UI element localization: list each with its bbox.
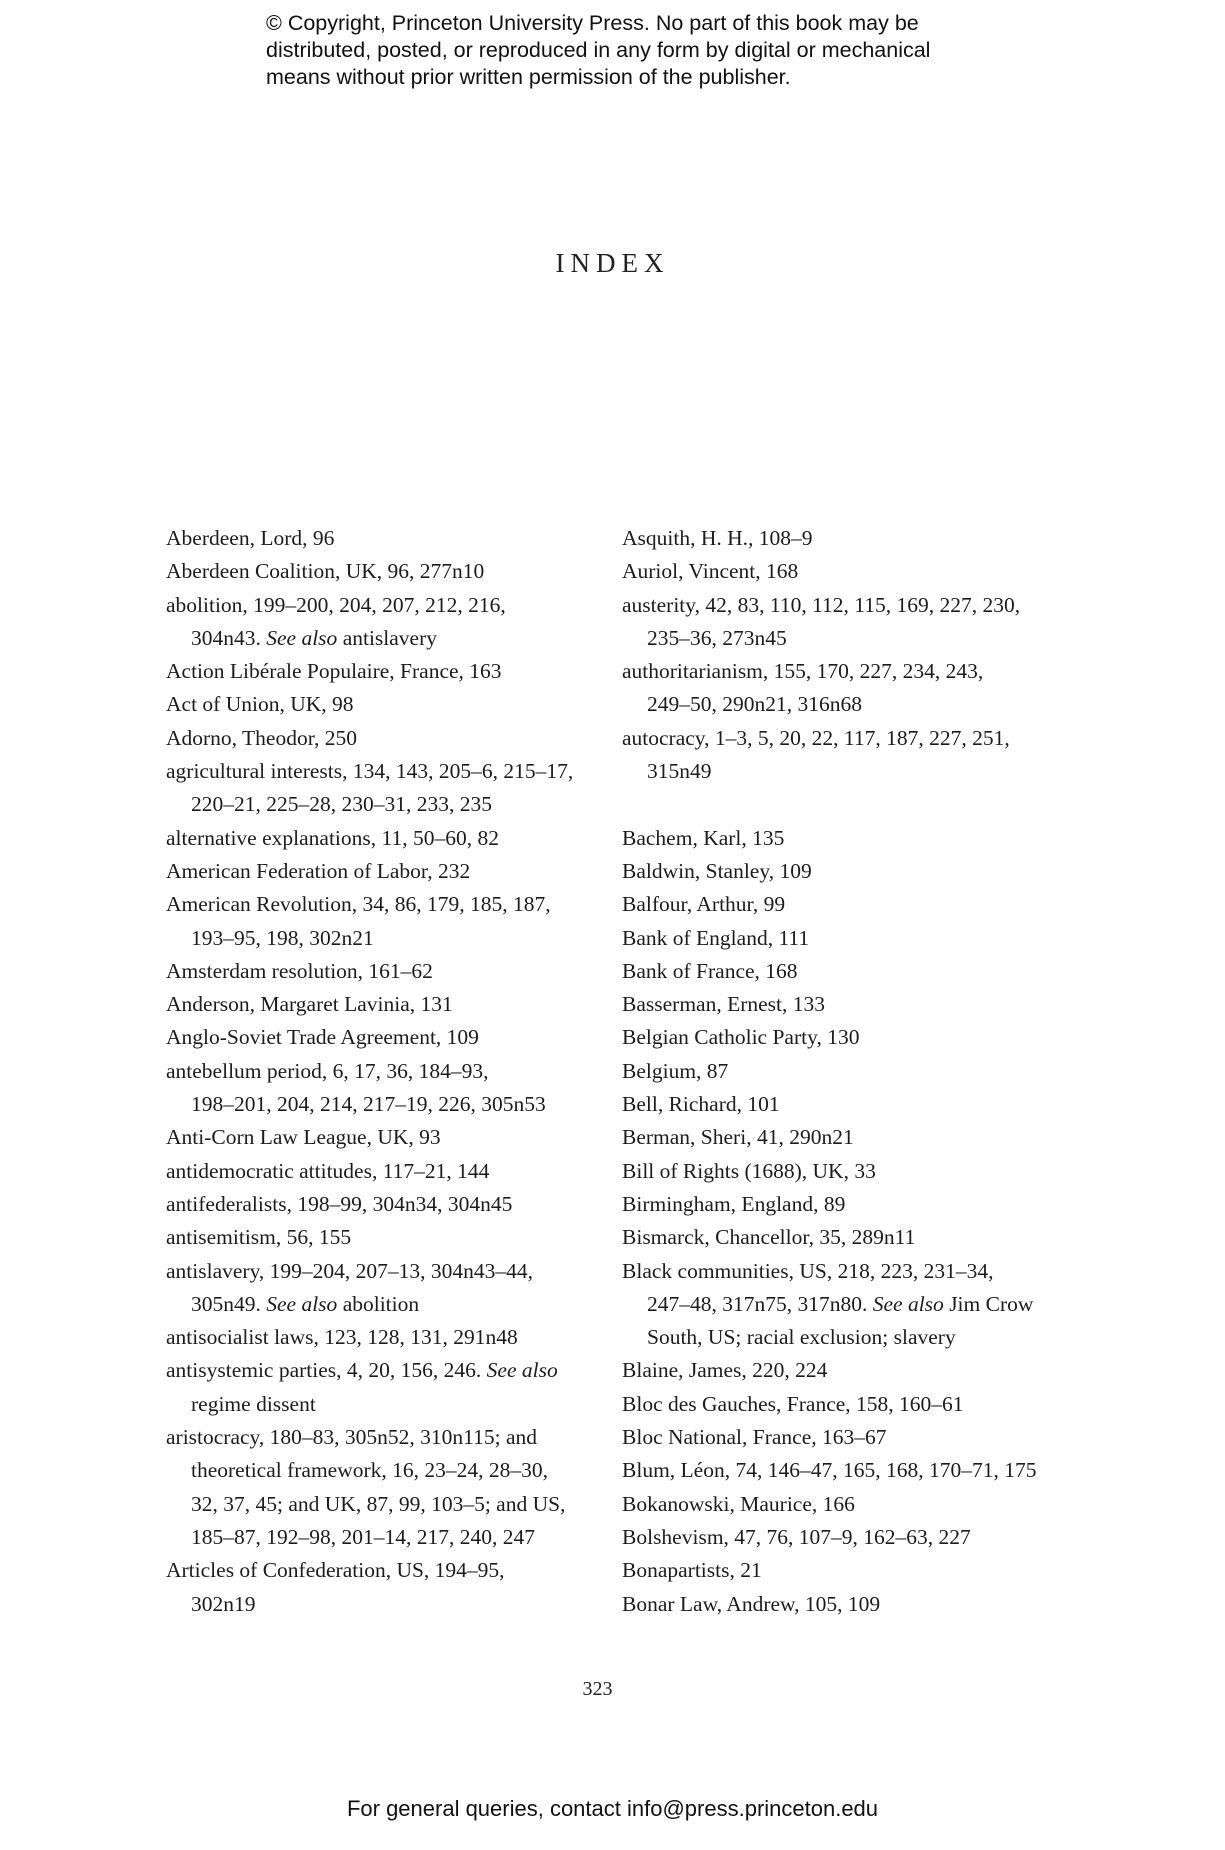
index-entry: antisemitism, 56, 155 — [166, 1225, 352, 1250]
index-entry: Asquith, H. H., 108–9 — [622, 526, 813, 550]
index-entry: Anglo-Soviet Trade Agreement, 109 — [166, 1025, 479, 1050]
page-title: INDEX — [555, 248, 670, 278]
index-entry: antifederalists, 198–99, 304n34, 304n45 — [166, 1191, 513, 1216]
index-entry: Bolshevism, 47, 76, 107–9, 162–63, 227 — [622, 1524, 971, 1549]
copyright-line-2: distributed, posted, or reproduced in any form by digital or mechanical — [266, 38, 931, 62]
index-entry: autocracy, 1–3, 5, 20, 22, 117, 187, 227, 251, 315n49 — [622, 725, 1010, 784]
index-entry: Bloc National, France, 163–67 — [622, 1425, 887, 1450]
index-entry: Bill of Rights (1688), UK, 33 — [622, 1158, 876, 1183]
copyright-line-1: © Copyright, Princeton University Press. No part of this book may be — [266, 11, 919, 35]
index-entry: Black communities, US, 218, 223, 231–34, 247–48, 317n75, 317n80. See also Jim Crow South, US; racial exclusion; slavery — [622, 1258, 1034, 1350]
index-entry: antebellum period, 6, 17, 36, 184–93, 198–201, 204, 214, 217–19, 226, 305n53 — [166, 1058, 546, 1117]
index-entry: aristocracy, 180–83, 305n52, 310n115; and theoretical framework, 16, 23–24, 28–30, 32, 37, 45; and UK, 87, 99, 103–5; and US, 185–87, 192–98, 201–14, 217, 240, 247 — [166, 1425, 566, 1549]
index-entry: Anderson, Margaret Lavinia, 131 — [166, 992, 453, 1017]
index-entry: authoritarianism, 155, 170, 227, 234, 243, 249–50, 290n21, 316n68 — [622, 659, 984, 717]
index-entry: Bachem, Karl, 135 — [622, 825, 785, 850]
index-entry: Action Libérale Populaire, France, 163 — [166, 659, 502, 684]
index-entry: Bonapartists, 21 — [622, 1558, 762, 1583]
index-entry: Bank of France, 168 — [622, 958, 798, 983]
index-entry: Bismarck, Chancellor, 35, 289n11 — [622, 1225, 916, 1250]
index-entry: Bonar Law, Andrew, 105, 109 — [622, 1591, 881, 1616]
index-entry: antislavery, 199–204, 207–13, 304n43–44, 305n49. See also abolition — [166, 1258, 534, 1316]
copyright-notice — [266, 10, 1026, 91]
index-entry: Berman, Sheri, 41, 290n21 — [622, 1125, 854, 1150]
index-entry: Blaine, James, 220, 224 — [622, 1358, 828, 1383]
index-entry: Belgian Catholic Party, 130 — [622, 1025, 860, 1050]
index-entry: American Revolution, 34, 86, 179, 185, 187, 193–95, 198, 302n21 — [166, 892, 551, 950]
index-entry: Bloc des Gauches, France, 158, 160–61 — [622, 1391, 964, 1416]
index-entry: abolition, 199–200, 204, 207, 212, 216, 304n43. See also antislavery — [166, 592, 506, 650]
index-entry: Basserman, Ernest, 133 — [622, 992, 826, 1017]
index-entry: Auriol, Vincent, 168 — [622, 559, 799, 584]
index-entry: American Federation of Labor, 232 — [166, 858, 471, 883]
index-entry: Aberdeen Coalition, UK, 96, 277n10 — [166, 559, 485, 584]
index-entry: Act of Union, UK, 98 — [166, 692, 354, 717]
index-entry: antidemocratic attitudes, 117–21, 144 — [166, 1158, 490, 1183]
index-entry: Belgium, 87 — [622, 1058, 729, 1083]
index-entry: Balfour, Arthur, 99 — [622, 892, 786, 917]
index-entry: austerity, 42, 83, 110, 112, 115, 169, 227, 230, 235–36, 273n45 — [622, 592, 1021, 650]
index-entry: Aberdeen, Lord, 96 — [166, 526, 335, 550]
letter-group-spacer — [622, 788, 1062, 821]
page-number: 323 — [582, 1678, 613, 1700]
index-entry: agricultural interests, 134, 143, 205–6, 215–17, 220–21, 225–28, 230–31, 233, 235 — [166, 759, 574, 817]
index-entry: Articles of Confederation, US, 194–95, 302n19 — [166, 1558, 505, 1616]
index-entry: Adorno, Theodor, 250 — [166, 725, 358, 750]
index-column-left — [166, 522, 596, 1621]
index-entry: alternative explanations, 11, 50–60, 82 — [166, 825, 499, 850]
footer-contact: For general queries, contact info@press.princeton.edu — [346, 1796, 879, 1821]
index-entry: Baldwin, Stanley, 109 — [622, 858, 812, 883]
index-entry: antisocialist laws, 123, 128, 131, 291n48 — [166, 1325, 518, 1350]
index-entry: Amsterdam resolution, 161–62 — [166, 958, 433, 983]
index-entry: Bokanowski, Maurice, 166 — [622, 1491, 855, 1516]
index-entry: Anti-Corn Law League, UK, 93 — [166, 1125, 441, 1150]
copyright-line-3: means without prior written permission of the publisher. — [266, 65, 791, 89]
index-entry: antisystemic parties, 4, 20, 156, 246. See also regime dissent — [166, 1358, 558, 1416]
index-column-right — [622, 522, 1062, 1621]
index-entry: Bank of England, 111 — [622, 925, 810, 950]
index-entry: Blum, Léon, 74, 146–47, 165, 168, 170–71, 175 — [622, 1458, 1037, 1483]
index-entry: Bell, Richard, 101 — [622, 1092, 780, 1117]
index-entry: Birmingham, England, 89 — [622, 1191, 846, 1216]
